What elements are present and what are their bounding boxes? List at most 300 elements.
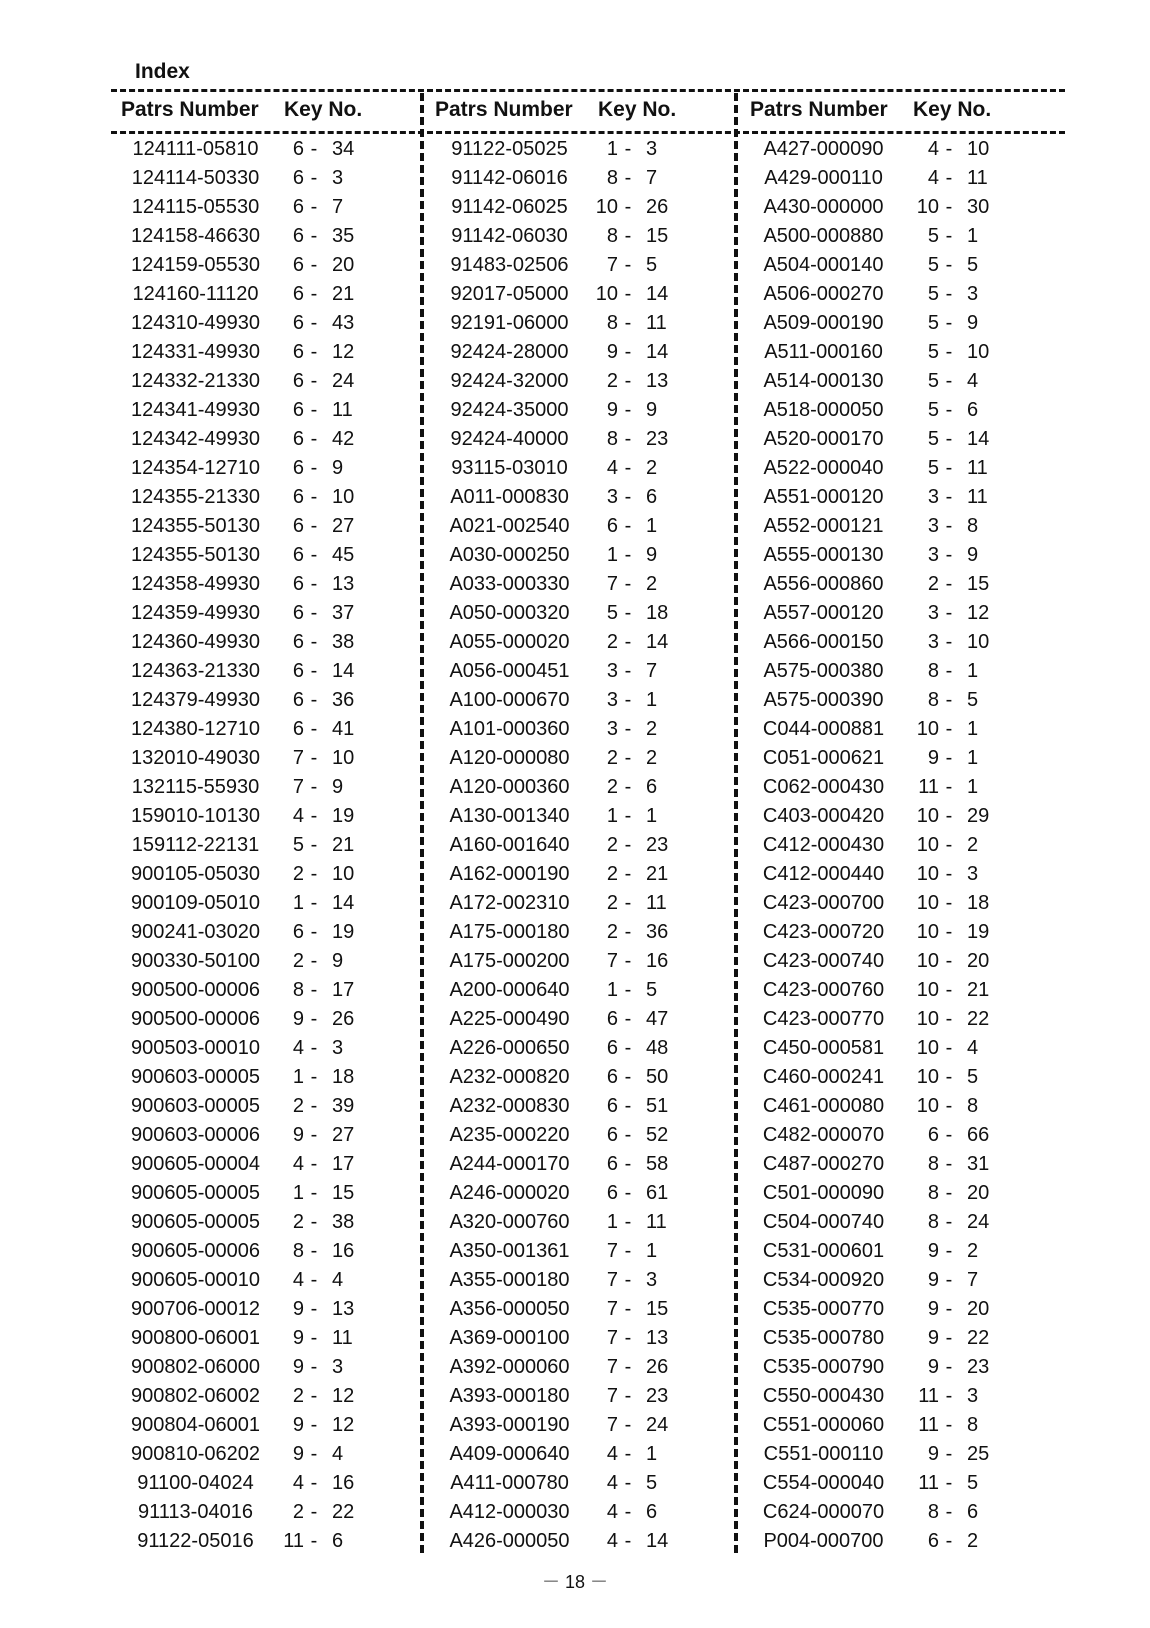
key-separator: - [624,544,632,566]
key-item: 3 [332,1037,344,1059]
key-item: 11 [646,312,667,334]
key-item: 47 [646,1008,669,1030]
part-number: 92424-40000 [450,428,569,450]
key-item: 16 [332,1472,355,1494]
key-separator: - [624,1501,632,1523]
key-figure: 4 [292,805,304,827]
part-number: C461-000080 [762,1095,885,1117]
key-separator: - [624,1269,632,1291]
table-row [746,1266,1056,1295]
part-number: A172-002310 [449,892,570,914]
key-separator: - [310,805,318,827]
key-figure: 6 [292,428,304,450]
key-separator: - [310,747,318,769]
header-parts-number-3: Patrs Number [750,98,888,121]
key-figure: 9 [927,1269,939,1291]
key-figure: 10 [916,1008,939,1030]
key-separator: - [624,979,632,1001]
key-item: 50 [646,1066,669,1088]
part-number: A412-000030 [449,1501,570,1523]
table-row [432,744,742,773]
key-figure: 10 [916,950,939,972]
part-number: A555-000130 [763,544,884,566]
key-item: 1 [967,225,979,247]
table-row [118,483,428,512]
key-separator: - [310,428,318,450]
key-separator: - [624,573,632,595]
key-item: 11 [967,486,988,508]
key-separator: - [945,1327,953,1349]
key-separator: - [945,921,953,943]
key-figure: 5 [927,457,939,479]
table-row [746,1237,1056,1266]
part-number: A369-000100 [449,1327,570,1349]
table-row [432,1498,742,1527]
part-number: A100-000670 [449,689,570,711]
key-separator: - [945,573,953,595]
key-item: 45 [332,544,355,566]
key-figure: 9 [292,1356,304,1378]
key-separator: - [624,254,632,276]
key-item: 10 [332,863,355,885]
key-figure: 8 [292,979,304,1001]
part-number: 124354-12710 [130,457,260,479]
key-separator: - [310,1443,318,1465]
part-number: A350-001361 [449,1240,570,1262]
key-item: 48 [646,1037,669,1059]
key-figure: 5 [927,341,939,363]
key-figure: 6 [606,1095,618,1117]
key-separator: - [310,863,318,885]
key-figure: 11 [918,1385,939,1407]
key-figure: 9 [606,341,618,363]
key-figure: 2 [927,573,939,595]
part-number: 900605-00005 [130,1211,260,1233]
key-figure: 6 [292,167,304,189]
key-item: 17 [332,1153,355,1175]
key-separator: - [624,515,632,537]
key-item: 1 [646,1443,658,1465]
key-separator: - [310,834,318,856]
part-number: 900603-00005 [130,1095,260,1117]
part-number: 124355-50130 [130,515,260,537]
key-figure: 3 [927,486,939,508]
key-item: 10 [967,631,990,653]
key-figure: 6 [606,1124,618,1146]
part-number: 124360-49930 [130,631,260,653]
key-item: 7 [967,1269,979,1291]
key-item: 23 [646,834,669,856]
key-separator: - [624,225,632,247]
key-separator: - [624,1356,632,1378]
key-item: 20 [967,1298,990,1320]
part-number: 124331-49930 [130,341,260,363]
part-number: 900605-00005 [130,1182,260,1204]
key-separator: - [310,370,318,392]
key-item: 1 [967,660,979,682]
key-item: 26 [332,1008,355,1030]
table-row [432,802,742,831]
key-separator: - [624,689,632,711]
key-item: 6 [967,1501,979,1523]
key-figure: 11 [918,1472,939,1494]
part-number: 900503-00010 [130,1037,260,1059]
key-figure: 2 [292,1385,304,1407]
table-row [746,1150,1056,1179]
header-key-no-3: Key No. [913,98,992,121]
key-item: 9 [332,457,344,479]
part-number: 900800-06001 [130,1327,260,1349]
key-separator: - [945,631,953,653]
key-separator: - [945,1240,953,1262]
table-row [746,454,1056,483]
key-separator: - [945,660,953,682]
key-item: 7 [646,660,658,682]
table-row [118,1295,428,1324]
key-separator: - [310,341,318,363]
key-item: 9 [332,950,344,972]
key-separator: - [624,747,632,769]
table-row [746,251,1056,280]
key-item: 14 [646,341,669,363]
table-row [118,918,428,947]
table-row [746,1034,1056,1063]
table-row [746,744,1056,773]
key-figure: 1 [606,1211,618,1233]
part-number: A355-000180 [449,1269,570,1291]
key-separator: - [310,892,318,914]
table-row [432,773,742,802]
key-item: 9 [646,399,658,421]
key-separator: - [624,1037,632,1059]
table-row [432,1353,742,1382]
part-number: A552-000121 [763,515,884,537]
key-separator: - [310,631,318,653]
part-number: P004-000700 [763,1530,884,1552]
part-number: C534-000920 [762,1269,885,1291]
key-figure: 7 [292,776,304,798]
table-row [432,599,742,628]
key-figure: 4 [292,1472,304,1494]
key-item: 11 [332,1327,353,1349]
table-row [118,1527,428,1556]
table-row [746,599,1056,628]
key-figure: 10 [916,1095,939,1117]
key-item: 4 [332,1443,344,1465]
part-number: A120-000360 [449,776,570,798]
key-item: 22 [967,1327,990,1349]
key-figure: 4 [606,1472,618,1494]
key-figure: 9 [927,1356,939,1378]
part-number: C551-000110 [763,1443,884,1465]
key-item: 5 [967,1066,979,1088]
key-figure: 8 [927,689,939,711]
key-separator: - [310,1008,318,1030]
key-separator: - [310,1414,318,1436]
part-number: A392-000060 [449,1356,570,1378]
key-separator: - [945,1211,953,1233]
key-item: 17 [332,979,355,1001]
index-column-3 [746,135,1056,1556]
part-number: 900603-00005 [130,1066,260,1088]
table-row [432,1266,742,1295]
key-figure: 4 [927,138,939,160]
table-row [432,860,742,889]
key-separator: - [945,341,953,363]
key-figure: 6 [292,689,304,711]
key-item: 3 [332,167,344,189]
key-separator: - [310,689,318,711]
key-separator: - [945,312,953,334]
key-separator: - [624,138,632,160]
part-number: A557-000120 [763,602,884,624]
part-number: A520-000170 [763,428,884,450]
part-number: 91142-06016 [451,167,568,189]
part-number: 124355-50130 [130,544,260,566]
part-number: A011-000830 [450,486,569,508]
key-figure: 10 [916,921,939,943]
key-figure: 6 [606,1066,618,1088]
key-item: 34 [332,138,355,160]
key-figure: 6 [606,515,618,537]
key-figure: 7 [606,1356,618,1378]
key-separator: - [310,486,318,508]
key-figure: 5 [927,254,939,276]
key-separator: - [624,486,632,508]
table-row [432,570,742,599]
part-number: A514-000130 [763,370,884,392]
key-separator: - [624,602,632,624]
part-number: 900802-06000 [130,1356,260,1378]
part-number: A021-002540 [449,515,570,537]
part-number: 900603-00006 [130,1124,260,1146]
part-number: A429-000110 [764,167,883,189]
table-row [118,599,428,628]
key-item: 6 [967,399,979,421]
part-number: 92191-06000 [450,312,569,334]
part-number: 124159-05530 [130,254,260,276]
key-figure: 6 [292,341,304,363]
key-item: 20 [967,950,990,972]
key-item: 16 [332,1240,355,1262]
table-row [746,1324,1056,1353]
key-item: 4 [967,1037,979,1059]
key-separator: - [624,1327,632,1349]
key-figure: 2 [606,631,618,653]
key-separator: - [945,1472,953,1494]
table-row [118,976,428,1005]
part-number: 132010-49030 [130,747,260,769]
key-item: 9 [332,776,344,798]
key-separator: - [945,950,953,972]
key-separator: - [624,892,632,914]
part-number: C412-000430 [762,834,885,856]
key-separator: - [310,1182,318,1204]
table-row [746,1527,1056,1556]
table-row [118,1266,428,1295]
key-separator: - [945,1153,953,1175]
key-figure: 9 [292,1124,304,1146]
part-number: 900500-00006 [130,979,260,1001]
part-number: 124114-50330 [131,167,260,189]
key-separator: - [945,805,953,827]
key-item: 29 [967,805,990,827]
key-separator: - [624,167,632,189]
key-item: 5 [967,254,979,276]
key-item: 5 [967,1472,979,1494]
key-figure: 5 [927,428,939,450]
table-row [432,1324,742,1353]
key-figure: 5 [927,283,939,305]
key-figure: 2 [292,1501,304,1523]
table-row [746,483,1056,512]
table-row [746,802,1056,831]
key-item: 2 [967,1240,979,1262]
part-number: A511-000160 [764,341,883,363]
part-number: C460-000241 [762,1066,885,1088]
key-separator: - [310,196,318,218]
table-row [746,976,1056,1005]
key-separator: - [310,254,318,276]
key-figure: 4 [292,1037,304,1059]
table-row [118,454,428,483]
key-item: 19 [967,921,990,943]
key-figure: 2 [292,1211,304,1233]
key-separator: - [310,312,318,334]
table-row [118,744,428,773]
key-separator: - [310,1327,318,1349]
key-separator: - [310,225,318,247]
table-row [432,1034,742,1063]
part-number: 132115-55930 [131,776,260,798]
part-number: C482-000070 [762,1124,885,1146]
key-figure: 1 [606,138,618,160]
key-figure: 4 [292,1269,304,1291]
key-item: 25 [967,1443,990,1465]
part-number: C554-000040 [762,1472,885,1494]
key-figure: 8 [606,428,618,450]
key-separator: - [624,631,632,653]
key-item: 12 [967,602,990,624]
key-item: 12 [332,1414,355,1436]
part-number: 92424-32000 [450,370,569,392]
part-number: A055-000020 [449,631,570,653]
key-figure: 7 [606,1240,618,1262]
table-row [118,1411,428,1440]
key-figure: 3 [606,718,618,740]
table-row [746,222,1056,251]
key-separator: - [624,863,632,885]
key-separator: - [945,1414,953,1436]
part-number: 124310-49930 [130,312,260,334]
key-separator: - [310,718,318,740]
key-separator: - [310,515,318,537]
part-number: 900330-50100 [130,950,260,972]
part-number: 91142-06025 [451,196,568,218]
key-figure: 6 [606,1182,618,1204]
key-separator: - [624,776,632,798]
key-item: 6 [646,486,658,508]
key-item: 9 [646,544,658,566]
table-row [432,512,742,541]
table-row [432,628,742,657]
key-separator: - [310,283,318,305]
index-column-2 [432,135,742,1556]
key-figure: 8 [606,312,618,334]
key-figure: 5 [927,312,939,334]
part-number: C423-000760 [762,979,885,1001]
key-figure: 11 [918,1414,939,1436]
key-item: 13 [332,1298,355,1320]
key-separator: - [310,921,318,943]
key-separator: - [945,718,953,740]
table-row [118,889,428,918]
key-separator: - [945,1385,953,1407]
table-row [746,164,1056,193]
table-row [746,425,1056,454]
key-figure: 1 [292,892,304,914]
table-row [746,1208,1056,1237]
table-row [118,570,428,599]
key-figure: 8 [606,225,618,247]
part-number: C531-000601 [762,1240,885,1262]
key-figure: 7 [606,1298,618,1320]
key-separator: - [945,1298,953,1320]
key-separator: - [624,1385,632,1407]
key-figure: 3 [606,486,618,508]
table-row [432,1440,742,1469]
table-row [746,1469,1056,1498]
key-figure: 8 [927,1501,939,1523]
part-number: A056-000451 [449,660,570,682]
table-row [432,1179,742,1208]
key-separator: - [945,979,953,1001]
key-figure: 6 [292,718,304,740]
key-figure: 6 [292,544,304,566]
part-number: 900605-00010 [130,1269,260,1291]
key-item: 7 [646,167,658,189]
key-figure: 10 [916,1066,939,1088]
part-number: A575-000380 [763,660,884,682]
part-number: A518-000050 [763,399,884,421]
key-figure: 6 [292,370,304,392]
table-row [432,251,742,280]
key-item: 12 [332,341,355,363]
part-number: 91142-06030 [451,225,568,247]
part-number: A033-000330 [449,573,570,595]
key-item: 10 [967,138,990,160]
key-item: 12 [332,1385,355,1407]
part-number: A175-000200 [449,950,570,972]
key-separator: - [310,660,318,682]
table-row [118,222,428,251]
table-row [118,947,428,976]
key-item: 10 [967,341,990,363]
key-figure: 6 [292,921,304,943]
table-row [432,396,742,425]
part-number: A522-000040 [763,457,884,479]
key-separator: - [310,1298,318,1320]
key-separator: - [945,428,953,450]
table-row [746,570,1056,599]
key-separator: - [624,1182,632,1204]
part-number: 91122-05025 [451,138,568,160]
key-item: 38 [332,1211,355,1233]
key-separator: - [945,1443,953,1465]
key-item: 22 [332,1501,355,1523]
key-figure: 6 [606,1008,618,1030]
key-item: 16 [646,950,669,972]
